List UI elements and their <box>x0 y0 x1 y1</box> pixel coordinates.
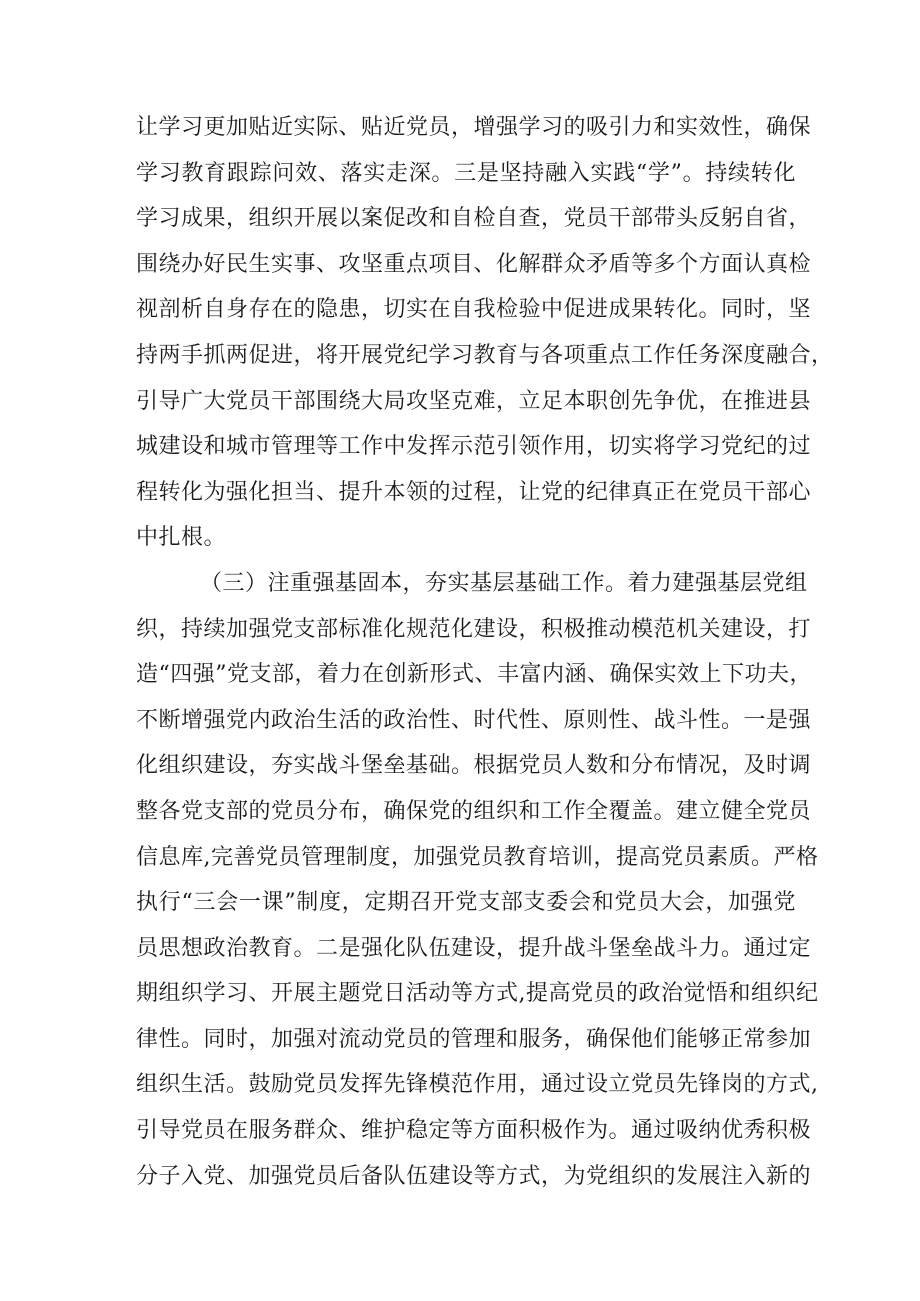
text-line: 学习教育跟踪问效、落实走深。三是坚持融入实践“学”。持续转化 <box>136 160 796 186</box>
text-line: 视剖析自身存在的隐患，切实在自我检验中促进成果转化。同时，坚 <box>136 297 812 323</box>
text-line: 整各党支部的党员分布，确保党的组织和工作全覆盖。建立健全党员 <box>136 798 812 824</box>
text-line: 织，持续加强党支部标准化规范化建设，积极推动模范机关建设，打 <box>136 616 812 642</box>
text-line: 化组织建设，夯实战斗堡垒基础。根据党员人数和分布情况，及时调 <box>136 753 812 779</box>
text-line: 员思想政治教育。二是强化队伍建设，提升战斗堡垒战斗力。通过定 <box>136 935 812 961</box>
section-heading-line: （三）注重强基固本，夯实基层基础工作。着力建强基层党组 <box>200 570 808 596</box>
text-line: 城建设和城市管理等工作中发挥示范引领作用，切实将学习党纪的过 <box>136 434 812 460</box>
text-line: 围绕办好民生实事、攻坚重点项目、化解群众矛盾等多个方面认真检 <box>136 251 812 277</box>
text-line: 学习成果，组织开展以案促改和自检自查，党员干部带头反躬自省， <box>136 206 812 232</box>
text-line: 程转化为强化担当、提升本领的过程，让党的纪律真正在党员干部心 <box>136 479 812 505</box>
text-line: 不断增强党内政治生活的政治性、时代性、原则性、战斗性。一是强 <box>136 707 812 733</box>
text-line: 引导广大党员干部围绕大局攻坚克难，立足本职创先争优，在推进县 <box>136 388 812 414</box>
text-line: 引导党员在服务群众、维护稳定等方面积极作为。通过吸纳优秀积极 <box>136 1118 812 1144</box>
body-text <box>136 105 834 1199</box>
text-line: 组织生活。鼓励党员发挥先锋模范作用，通过设立党员先锋岗的方式, <box>136 1072 819 1098</box>
text-line: 让学习更加贴近实际、贴近党员，增强学习的吸引力和实效性，确保 <box>136 115 812 140</box>
text-line: 期组织学习、开展主题党日活动等方式,提高党员的政治觉悟和组织纪 <box>136 981 819 1007</box>
text-line: 执行“三会一课”制度，定期召开党支部支委会和党员大会，加强党 <box>136 890 796 916</box>
text-line: 律性。同时，加强对流动党员的管理和服务，确保他们能够正常参加 <box>136 1026 812 1052</box>
text-line: 分子入党、加强党员后备队伍建设等方式，为党组织的发展注入新的 <box>136 1163 812 1189</box>
text-line: 持两手抓两促进，将开展党纪学习教育与各项重点工作任务深度融合， <box>136 342 834 368</box>
text-line: 信息库,完善党员管理制度，加强党员教育培训，提高党员素质。严格 <box>136 844 819 870</box>
paragraph-end-line: 中扎根。 <box>136 525 227 551</box>
text-line: 造“四强”党支部，着力在创新形式、丰富内涵、确保实效上下功夫， <box>136 662 812 688</box>
